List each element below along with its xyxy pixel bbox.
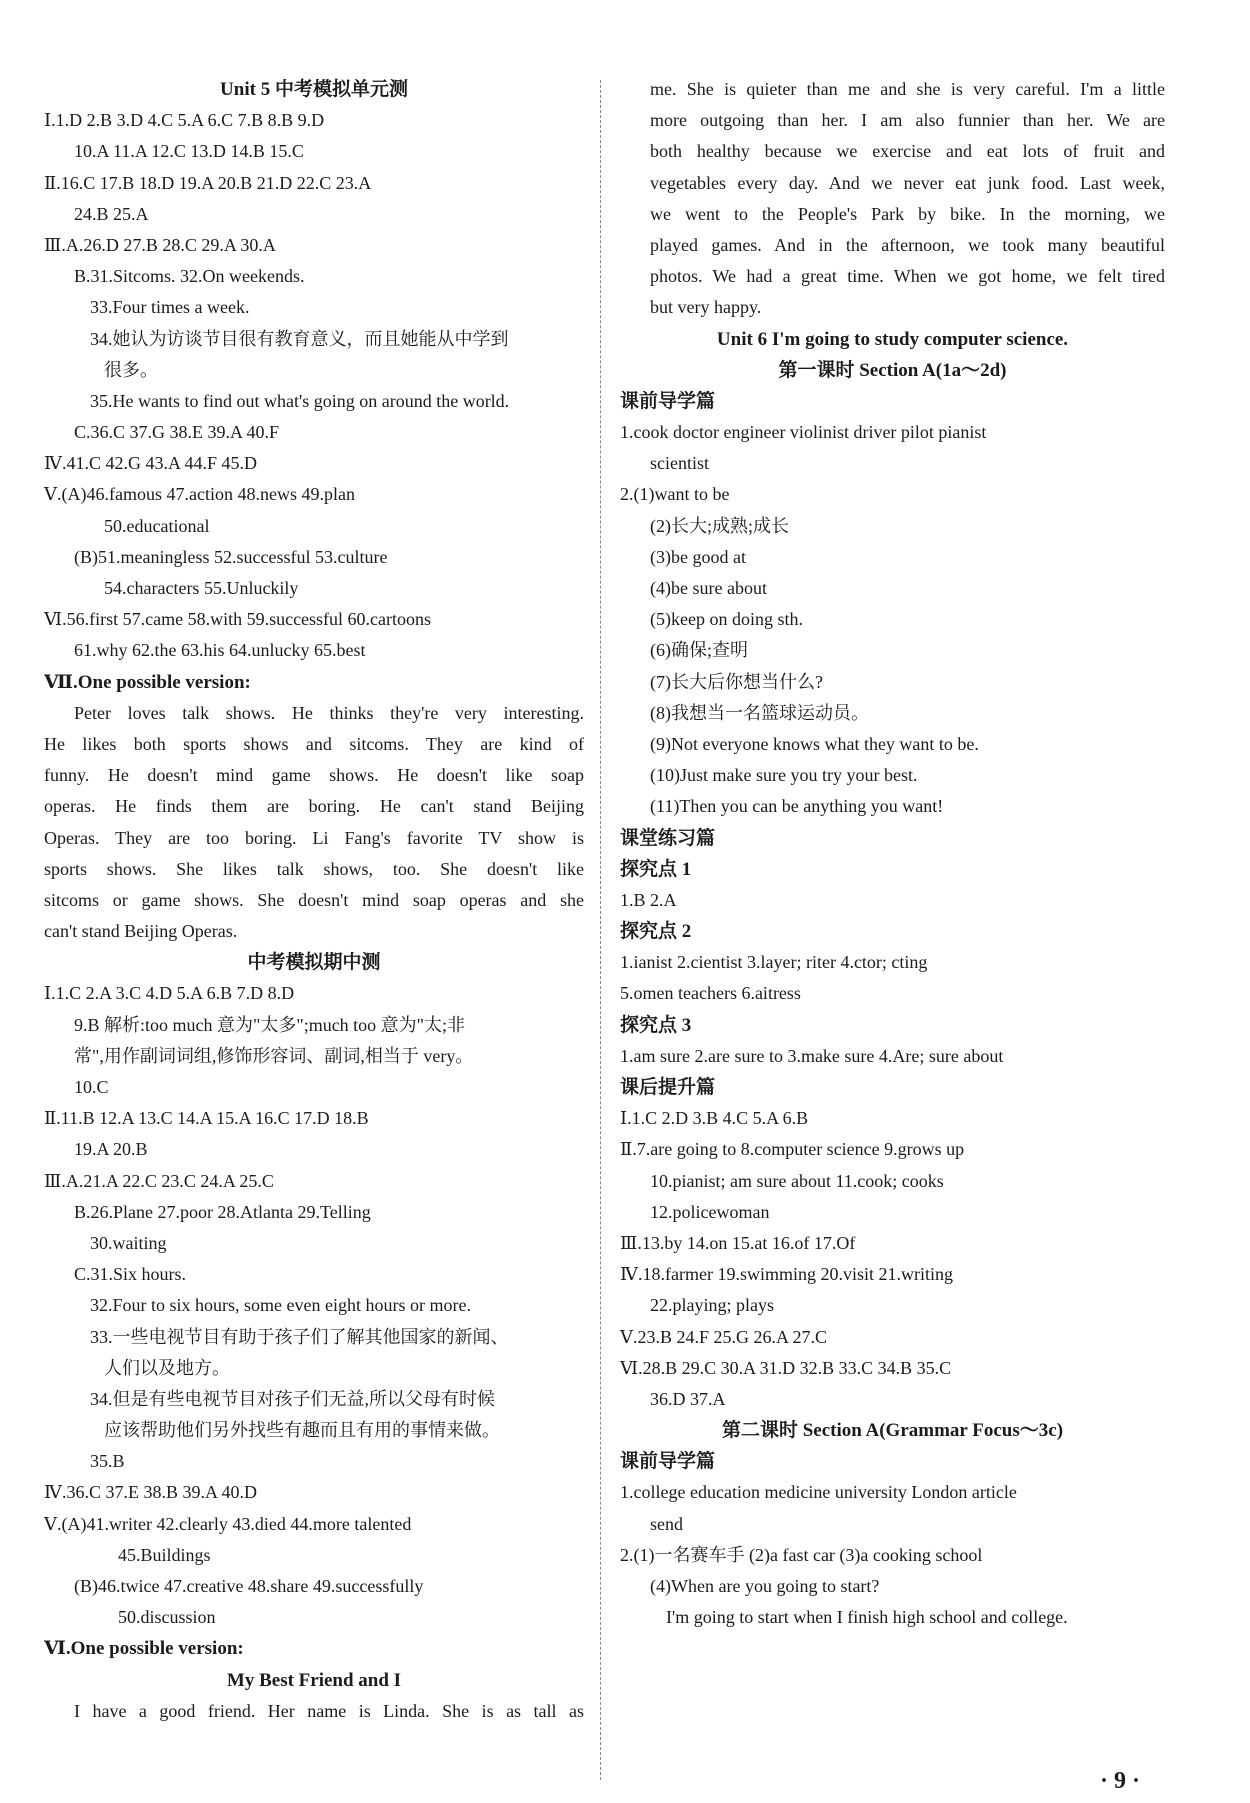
left-line: 19.A 20.B (74, 1139, 148, 1160)
right-line: 1.ianist 2.cientist 3.layer; riter 4.ctor; cting (620, 952, 928, 973)
right-column (620, 74, 1165, 1633)
left-line: I have a good friend. Her name is Linda. She is as tall as (74, 1700, 584, 1721)
right-line: 1.college education medicine university London article (620, 1482, 1017, 1503)
left-line: Ⅳ.41.C 42.G 43.A 44.F 45.D (44, 453, 258, 474)
right-line: we went to the People's Park by bike. In the morning, we (650, 203, 1165, 224)
right-line: 2.(1)一名赛车手 (2)a fast car (3)a cooking school (620, 1544, 983, 1565)
right-line: I'm going to start when I finish high school and college. (666, 1607, 1068, 1628)
left-line: Ⅴ.(A)41.writer 42.clearly 43.died 44.more talented (44, 1513, 412, 1534)
left-line: Ⅵ.One possible version: (44, 1638, 244, 1660)
right-line: Ⅰ.1.C 2.D 3.B 4.C 5.A 6.B (620, 1108, 809, 1129)
right-line: scientist (650, 453, 709, 474)
right-line: (8)我想当一名篮球运动员。 (650, 702, 869, 723)
right-line: 10.pianist; am sure about 11.cook; cooks (650, 1170, 944, 1191)
right-line: 探究点 3 (620, 1014, 692, 1036)
right-line: 22.playing; plays (650, 1295, 774, 1316)
left-line: Unit 5 中考模拟单元测 (220, 79, 408, 100)
left-line: Peter loves talk shows. He thinks they're very interesting. (74, 702, 584, 723)
right-line: (7)长大后你想当什么? (650, 671, 823, 692)
right-line: 第一课时 Section A(1a～2d) (778, 359, 1007, 381)
right-line: 1.B 2.A (620, 889, 677, 910)
left-line: 常",用作副词词组,修饰形容词、副词,相当于 very。 (74, 1045, 474, 1066)
right-line: 课后提升篇 (620, 1077, 716, 1098)
right-line: 1.cook doctor engineer violinist driver pilot pianist (620, 422, 987, 443)
left-line: Ⅰ.1.C 2.A 3.C 4.D 5.A 6.B 7.D 8.D (44, 983, 295, 1004)
right-line: 课前导学篇 (620, 390, 716, 412)
right-line: 12.policewoman (650, 1201, 770, 1222)
left-line: Ⅲ.A.26.D 27.B 28.C 29.A 30.A (44, 234, 276, 255)
left-line: 10.A 11.A 12.C 13.D 14.B 15.C (74, 141, 304, 162)
left-line: 24.B 25.A (74, 203, 149, 224)
left-line: 30.waiting (90, 1232, 167, 1253)
left-line: sports shows. She likes talk shows, too. She doesn't like (44, 858, 584, 879)
left-line: sitcoms or game shows. She doesn't mind soap operas and she (44, 889, 584, 910)
left-line: He likes both sports shows and sitcoms. They are kind of (44, 733, 584, 754)
left-line: B.31.Sitcoms. 32.On weekends. (74, 266, 305, 287)
right-line: 课前导学篇 (620, 1451, 716, 1473)
right-line: Ⅴ.23.B 24.F 25.G 26.A 27.C (620, 1326, 828, 1347)
right-line: played games. And in the afternoon, we took many beautiful (650, 234, 1165, 255)
left-line: (B)51.meaningless 52.successful 53.culture (74, 546, 388, 567)
right-line: 探究点 2 (620, 921, 692, 943)
left-line: 33.一些电视节目有助于孩子们了解其他国家的新闻、 (90, 1326, 509, 1347)
left-line: 10.C (74, 1077, 109, 1097)
left-line: 33.Four times a week. (90, 297, 250, 318)
left-line: can't stand Beijing Operas. (44, 921, 238, 942)
left-line: Ⅱ.16.C 17.B 18.D 19.A 20.B 21.D 22.C 23.A (44, 172, 372, 193)
right-line: (11)Then you can be anything you want! (650, 796, 944, 817)
right-line: 5.omen teachers 6.aitress (620, 983, 801, 1004)
right-line: 第二课时 Section A(Grammar Focus～3c) (721, 1420, 1064, 1442)
left-line: B.26.Plane 27.poor 28.Atlanta 29.Telling (74, 1201, 371, 1222)
right-line: Unit 6 I'm going to study computer science. (716, 328, 1069, 350)
right-line: 1.am sure 2.are sure to 3.make sure 4.Are; sure about (620, 1045, 1004, 1066)
right-line: (9)Not everyone knows what they want to be. (650, 733, 979, 754)
left-line: 32.Four to six hours, some even eight hours or more. (90, 1295, 471, 1316)
left-line: Ⅶ.One possible version: (44, 671, 251, 693)
right-line: but very happy. (650, 297, 762, 318)
right-line: 探究点 1 (620, 858, 692, 880)
right-line: send (650, 1513, 683, 1534)
left-line: 应该帮助他们另外找些有趣而且有用的事情来做。 (104, 1420, 500, 1441)
left-line: 9.B 解析:too much 意为"太多";much too 意为"太;非 (74, 1014, 466, 1035)
column-divider (600, 80, 601, 1780)
left-line: Ⅵ.56.first 57.came 58.with 59.successful 60.cartoons (44, 609, 432, 630)
right-line: 36.D 37.A (650, 1388, 726, 1409)
left-line: Ⅱ.11.B 12.A 13.C 14.A 15.A 16.C 17.D 18.B (44, 1108, 369, 1129)
left-column (44, 74, 584, 1727)
right-line: 2.(1)want to be (620, 484, 730, 505)
left-line: 61.why 62.the 63.his 64.unlucky 65.best (74, 640, 366, 661)
page-number: · 9 · (1099, 1768, 1140, 1794)
left-line: 50.discussion (118, 1607, 216, 1628)
right-line: (10)Just make sure you try your best. (650, 765, 918, 786)
right-line: (4)be sure about (650, 578, 767, 598)
left-line: 人们以及地方。 (104, 1357, 230, 1378)
right-line: (5)keep on doing sth. (650, 609, 803, 630)
left-line: 34.她认为访谈节目很有教育意义，而且她能从中学到 (90, 328, 509, 349)
right-line: Ⅱ.7.are going to 8.computer science 9.grows up (620, 1139, 965, 1160)
right-line: (2)长大;成熟;成长 (650, 515, 789, 536)
left-line: 34.但是有些电视节目对孩子们无益,所以父母有时候 (90, 1388, 495, 1409)
left-line: 54.characters 55.Unluckily (104, 578, 299, 598)
left-line: 中考模拟期中测 (247, 952, 381, 974)
right-line: more outgoing than her. I am also funnier than her. We are (650, 110, 1165, 131)
left-line: C.36.C 37.G 38.E 39.A 40.F (74, 422, 280, 443)
right-line: Ⅳ.18.farmer 19.swimming 20.visit 21.writing (620, 1264, 953, 1285)
right-line: photos. We had a great time. When we got home, we felt tired (650, 266, 1165, 287)
right-line: (6)确保;查明 (650, 640, 748, 661)
left-line: 45.Buildings (118, 1544, 211, 1565)
left-line: Ⅳ.36.C 37.E 38.B 39.A 40.D (44, 1482, 257, 1503)
left-line: Ⅲ.A.21.A 22.C 23.C 24.A 25.C (44, 1170, 274, 1191)
left-line: 35.He wants to find out what's going on around the world. (90, 390, 510, 411)
right-line: vegetables every day. And we never eat junk food. Last week, (650, 172, 1165, 193)
left-line: C.31.Six hours. (74, 1264, 187, 1285)
left-line: operas. He finds them are boring. He can't stand Beijing (44, 796, 584, 817)
right-line: Ⅲ.13.by 14.on 15.at 16.of 17.Of (620, 1232, 856, 1253)
right-line: (4)When are you going to start? (650, 1576, 880, 1596)
left-line: 35.B (90, 1451, 125, 1472)
left-line: My Best Friend and I (226, 1669, 402, 1691)
left-line: Operas. They are too boring. Li Fang's favorite TV show is (44, 827, 584, 848)
right-line: both healthy because we exercise and eat lots of fruit and (650, 141, 1165, 162)
left-line: 很多。 (104, 359, 158, 380)
left-line: Ⅰ.1.D 2.B 3.D 4.C 5.A 6.C 7.B 8.B 9.D (44, 110, 325, 131)
right-line: Ⅵ.28.B 29.C 30.A 31.D 32.B 33.C 34.B 35.C (620, 1357, 952, 1378)
right-line: 课堂练习篇 (620, 827, 716, 849)
left-line: funny. He doesn't mind game shows. He doesn't like soap (44, 765, 584, 786)
left-line: (B)46.twice 47.creative 48.share 49.successfully (74, 1576, 424, 1596)
right-line: me. She is quieter than me and she is very careful. I'm a little (650, 79, 1165, 99)
left-line: 50.educational (104, 515, 210, 536)
right-line: (3)be good at (650, 546, 746, 567)
left-line: Ⅴ.(A)46.famous 47.action 48.news 49.plan (44, 484, 355, 505)
